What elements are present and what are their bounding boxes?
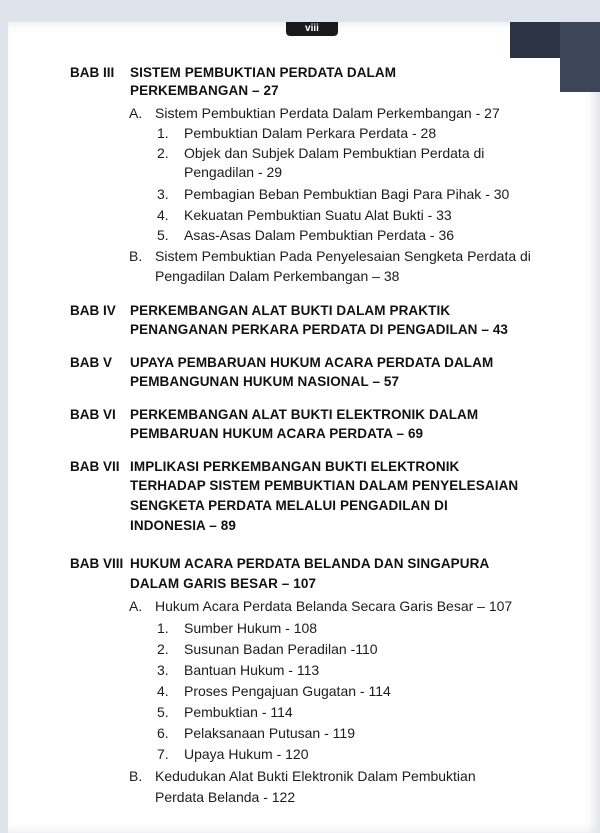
item-number: 1. <box>157 620 169 636</box>
section-title: Sistem Pembuktian Pada Penyelesaian Sengketa Perdata di <box>155 248 531 264</box>
item-number: 1. <box>157 125 169 141</box>
chapter-label-bab-vi: BAB VI <box>70 407 116 422</box>
section-letter: B. <box>129 248 143 264</box>
chapter-title-bab-v-line1: UPAYA PEMBARUAN HUKUM ACARA PERDATA DALAM <box>130 355 494 370</box>
item-title: Proses Pengajuan Gugatan - 114 <box>184 683 391 699</box>
item-title: Pembagian Beban Pembuktian Bagi Para Pihak - 30 <box>184 186 510 202</box>
item-number: 3. <box>157 186 169 202</box>
section-letter: B. <box>129 768 143 784</box>
chapter-title-bab-vi-line2: PEMBARUAN HUKUM ACARA PERDATA – 69 <box>130 426 424 441</box>
item-title-continued: Pengadilan - 29 <box>184 164 283 180</box>
chapter-title-bab-iii-line2: PERKEMBANGAN – 27 <box>130 83 279 98</box>
item-number: 2. <box>157 641 169 657</box>
section-letter: A. <box>129 105 143 121</box>
chapter-label-bab-vii: BAB VII <box>70 459 120 474</box>
item-title: Pelaksanaan Putusan - 119 <box>184 725 355 741</box>
section-title-continued: Pengadilan Dalam Perkembangan – 38 <box>155 268 400 284</box>
item-title: Upaya Hukum - 120 <box>184 746 309 762</box>
section-title: Kedudukan Alat Bukti Elektronik Dalam Pembuktian <box>155 768 476 784</box>
chapter-title-bab-viii-line2: DALAM GARIS BESAR – 107 <box>130 576 317 591</box>
chapter-title-bab-iv-line2: PENANGANAN PERKARA PERDATA DI PENGADILAN – 43 <box>130 322 509 337</box>
item-title: Objek dan Subjek Dalam Pembuktian Perdata di <box>184 145 485 161</box>
page-folio: viii <box>286 22 338 36</box>
item-title: Bantuan Hukum - 113 <box>184 662 320 678</box>
chapter-title-bab-vi-line1: PERKEMBANGAN ALAT BUKTI ELEKTRONIK DALAM <box>130 407 479 422</box>
chapter-title-bab-vii-line2: TERHADAP SISTEM PEMBUKTIAN DALAM PENYELESAIAN <box>130 478 519 493</box>
item-title: Pembuktian Dalam Perkara Perdata - 28 <box>184 125 437 141</box>
item-number: 2. <box>157 145 169 161</box>
chapter-title-bab-v-line2: PEMBANGUNAN HUKUM NASIONAL – 57 <box>130 374 400 389</box>
item-number: 6. <box>157 725 169 741</box>
item-number: 5. <box>157 704 169 720</box>
item-number: 3. <box>157 662 169 678</box>
section-title: Hukum Acara Perdata Belanda Secara Garis Besar – 107 <box>155 598 513 614</box>
chapter-title-bab-iv-line1: PERKEMBANGAN ALAT BUKTI DALAM PRAKTIK <box>130 303 451 318</box>
chapter-label-bab-iv: BAB IV <box>70 303 116 318</box>
chapter-title-bab-iii-line1: SISTEM PEMBUKTIAN PERDATA DALAM <box>130 65 397 80</box>
chapter-title-bab-viii-line1: HUKUM ACARA PERDATA BELANDA DAN SINGAPURA <box>130 556 490 571</box>
item-number: 4. <box>157 207 169 223</box>
item-title: Pembuktian - 114 <box>184 704 293 720</box>
item-number: 5. <box>157 227 169 243</box>
chapter-title-bab-vii-line4: INDONESIA – 89 <box>130 518 236 533</box>
chapter-title-bab-vii-line3: SENGKETA PERDATA MELALUI PENGADILAN DI <box>130 498 448 513</box>
item-title: Asas-Asas Dalam Pembuktian Perdata - 36 <box>184 227 455 243</box>
item-title: Kekuatan Pembuktian Suatu Alat Bukti - 33 <box>184 207 452 223</box>
section-title-continued: Perdata Belanda - 122 <box>155 789 296 805</box>
item-number: 7. <box>157 746 169 762</box>
item-title: Susunan Badan Peradilan -110 <box>184 641 378 657</box>
chapter-label-bab-viii: BAB VIII <box>70 556 124 571</box>
chapter-title-bab-vii-line1: IMPLIKASI PERKEMBANGAN BUKTI ELEKTRONIK <box>130 459 460 474</box>
section-title: Sistem Pembuktian Perdata Dalam Perkembangan - 27 <box>155 105 500 121</box>
chapter-label-bab-v: BAB V <box>70 355 113 370</box>
item-title: Sumber Hukum - 108 <box>184 620 318 636</box>
page-edge-shadow-inner <box>560 22 600 92</box>
chapter-label-bab-iii: BAB III <box>70 65 115 80</box>
section-letter: A. <box>129 598 143 614</box>
item-number: 4. <box>157 683 169 699</box>
